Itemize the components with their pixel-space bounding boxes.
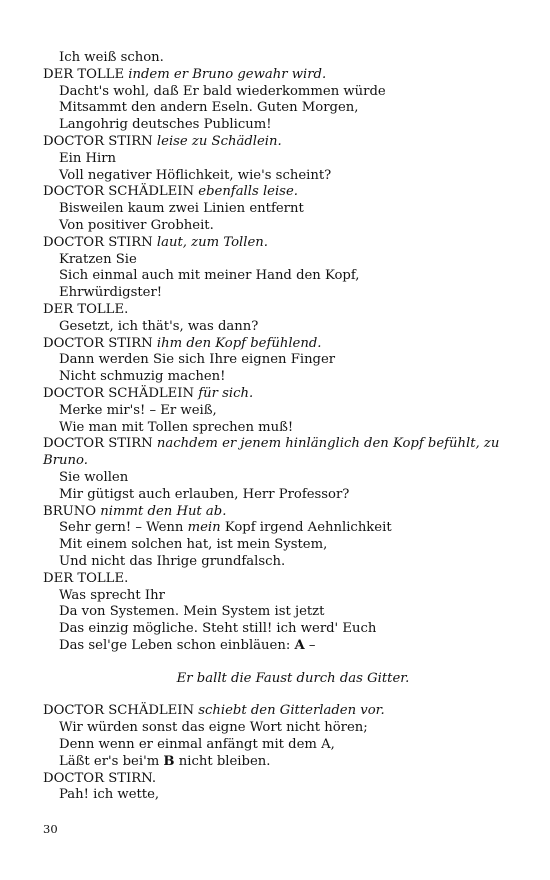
emphasis-italic: mein: [187, 520, 221, 536]
emphasis-bold: B: [163, 753, 175, 769]
verse-line: Mitsammt den andern Eseln. Guten Morgen,: [59, 100, 359, 116]
verse-line: Kratzen Sie: [59, 251, 137, 267]
verse-line: Gesetzt, ich thät's, was dann?: [59, 318, 259, 334]
speaker-name: DOCTOR STIRN: [43, 133, 153, 149]
verse-line: Bisweilen kaum zwei Linien entfernt: [59, 201, 304, 217]
stage-direction: nimmt den Hut ab.: [100, 503, 227, 519]
speaker-line: [43, 571, 513, 588]
verse-line: Denn wenn er einmal anfängt mit dem A,: [59, 737, 335, 753]
stage-direction: schiebt den Gitterladen vor.: [198, 703, 385, 719]
speaker-name: DER TOLLE.: [43, 570, 129, 586]
verse-line: [43, 754, 513, 771]
verse-line: Nicht schmuzig machen!: [59, 369, 226, 385]
verse-line: Dann werden Sie sich Ihre eignen Finger: [59, 352, 336, 368]
speaker-line: [43, 134, 513, 151]
stage-direction-block: Er ballt die Faust durch das Gitter.: [176, 670, 410, 686]
emphasis-bold: A: [294, 637, 305, 653]
page-number: 30: [43, 822, 58, 836]
verse-line: [43, 638, 513, 655]
stage-direction: nachdem er jenem hinlänglich den Kopf befühlt, zu Bruno.: [43, 436, 500, 469]
speaker-name: DOCTOR STIRN: [43, 234, 153, 250]
speaker-line: [43, 504, 513, 521]
stage-direction: ebenfalls leise.: [198, 184, 298, 200]
speaker-line: [43, 386, 513, 403]
speaker-name: DOCTOR SCHÄDLEIN: [43, 385, 195, 401]
speaker-name: DOCTOR SCHÄDLEIN: [43, 184, 195, 200]
verse-line: Merke mir's! – Er weiß,: [59, 402, 217, 418]
speaker-name: DOCTOR STIRN: [43, 335, 153, 351]
speaker-line: [43, 436, 513, 470]
verse-line: Wie man mit Tollen sprechen muß!: [59, 419, 294, 435]
speaker-line: [43, 302, 513, 319]
verse-line: Ehrwürdigster!: [59, 285, 163, 301]
speaker-name: DOCTOR SCHÄDLEIN: [43, 703, 195, 719]
verse-line: Da von Systemen. Mein System ist jetzt: [59, 604, 325, 620]
verse-line: Das einzig mögliche. Steht still! ich werd' Euch: [59, 621, 377, 637]
verse-line: Dacht's wohl, daß Er bald wiederkommen würde: [59, 83, 386, 99]
speaker-line: [43, 235, 513, 252]
speaker-line: [43, 703, 513, 720]
verse-line: Mir gütigst auch erlauben, Herr Professor?: [59, 486, 350, 502]
speaker-name: DOCTOR STIRN.: [43, 770, 157, 786]
verse-segment: Das sel'ge Leben schon einbläuen:: [59, 637, 295, 653]
speaker-name: DER TOLLE: [43, 66, 125, 82]
verse-line: Sie wollen: [59, 469, 129, 485]
verse-line: Mit einem solchen hat, ist mein System,: [59, 537, 328, 553]
verse-line: Voll negativer Höflichkeit, wie's scheint?: [59, 167, 332, 183]
stage-direction: für sich.: [198, 385, 254, 401]
verse-segment: Kopf irgend Aehnlichkeit: [220, 520, 392, 536]
stage-direction: laut, zum Tollen.: [156, 234, 268, 250]
speaker-name: DER TOLLE.: [43, 301, 129, 317]
speaker-name: BRUNO: [43, 503, 97, 519]
stage-direction: ihm den Kopf befühlend.: [156, 335, 322, 351]
verse-segment: Läßt er's bei'm: [59, 753, 164, 769]
play-text: [43, 50, 513, 804]
speaker-line: [43, 67, 513, 84]
verse-segment: –: [304, 637, 316, 653]
verse-line: Ein Hirn: [59, 150, 117, 166]
verse-segment: Sehr gern! – Wenn: [59, 520, 188, 536]
verse-line: Und nicht das Ihrige grundfalsch.: [59, 553, 286, 569]
speaker-line: [43, 336, 513, 353]
verse-line: Was sprecht Ihr: [59, 587, 165, 603]
verse-line: Pah! ich wette,: [59, 787, 160, 803]
verse-segment: nicht bleiben.: [174, 753, 271, 769]
verse-line: [43, 520, 513, 537]
verse-line: Wir würden sonst das eigne Wort nicht hören;: [59, 720, 368, 736]
verse-line: Sich einmal auch mit meiner Hand den Kopf,: [59, 268, 360, 284]
stage-direction: indem er Bruno gewahr wird.: [128, 66, 327, 82]
verse-line: Ich weiß schon.: [59, 50, 164, 65]
speaker-name: DOCTOR STIRN: [43, 436, 153, 452]
verse-line: Von positiver Grobheit.: [59, 217, 214, 233]
stage-direction: leise zu Schädlein.: [156, 133, 282, 149]
speaker-line: [43, 184, 513, 201]
verse-line: Langohrig deutsches Publicum!: [59, 117, 272, 133]
speaker-line: [43, 771, 513, 788]
